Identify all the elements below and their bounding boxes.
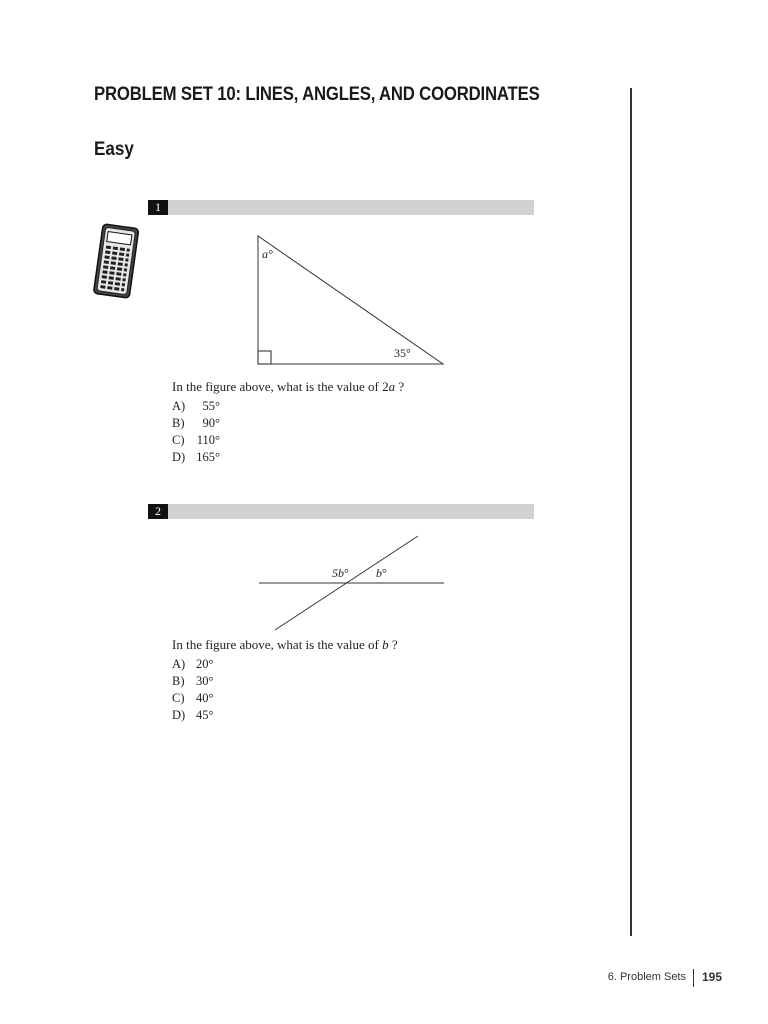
question-header-1	[148, 200, 534, 215]
answer-choices-1	[172, 398, 220, 466]
right-angle-mark	[258, 351, 271, 364]
question-number: 2	[148, 504, 168, 519]
answer-choice[interactable]: A) 55°	[172, 399, 220, 413]
answer-choice[interactable]: B) 30°	[172, 674, 214, 688]
answer-choice[interactable]: D) 45°	[172, 708, 214, 722]
answer-choice[interactable]: D) 165°	[172, 450, 220, 464]
angle-label-5b: 5b°	[332, 566, 349, 580]
question-number: 1	[148, 200, 168, 215]
answer-choice[interactable]: C) 40°	[172, 691, 214, 705]
angle-label-b: b°	[376, 566, 387, 580]
difficulty-heading: Easy	[94, 139, 134, 160]
margin-rule	[630, 88, 632, 936]
question-header-2	[148, 504, 534, 519]
answer-choice[interactable]: B) 90°	[172, 416, 220, 430]
angle-label-a: a°	[262, 247, 273, 261]
page-footer	[560, 969, 724, 987]
answer-choices-2	[172, 656, 214, 724]
triangle-figure	[250, 228, 450, 373]
angle-label-35: 35°	[394, 346, 411, 360]
triangle-shape	[258, 236, 443, 364]
footer-divider	[693, 969, 694, 987]
page-number: 195	[701, 970, 722, 984]
question-prompt-1: In the figure above, what is the value of 2a ?	[172, 379, 405, 394]
answer-choice[interactable]: C) 110°	[172, 433, 220, 447]
question-prompt-2: In the figure above, what is the value of b ?	[172, 637, 398, 652]
page-title: PROBLEM SET 10: LINES, ANGLES, AND COORDINATES	[94, 84, 540, 105]
calculator-icon	[92, 222, 140, 307]
intersecting-lines-figure	[255, 532, 450, 634]
section-label: 6. Problem Sets	[607, 971, 686, 983]
answer-choice[interactable]: A) 20°	[172, 657, 214, 671]
